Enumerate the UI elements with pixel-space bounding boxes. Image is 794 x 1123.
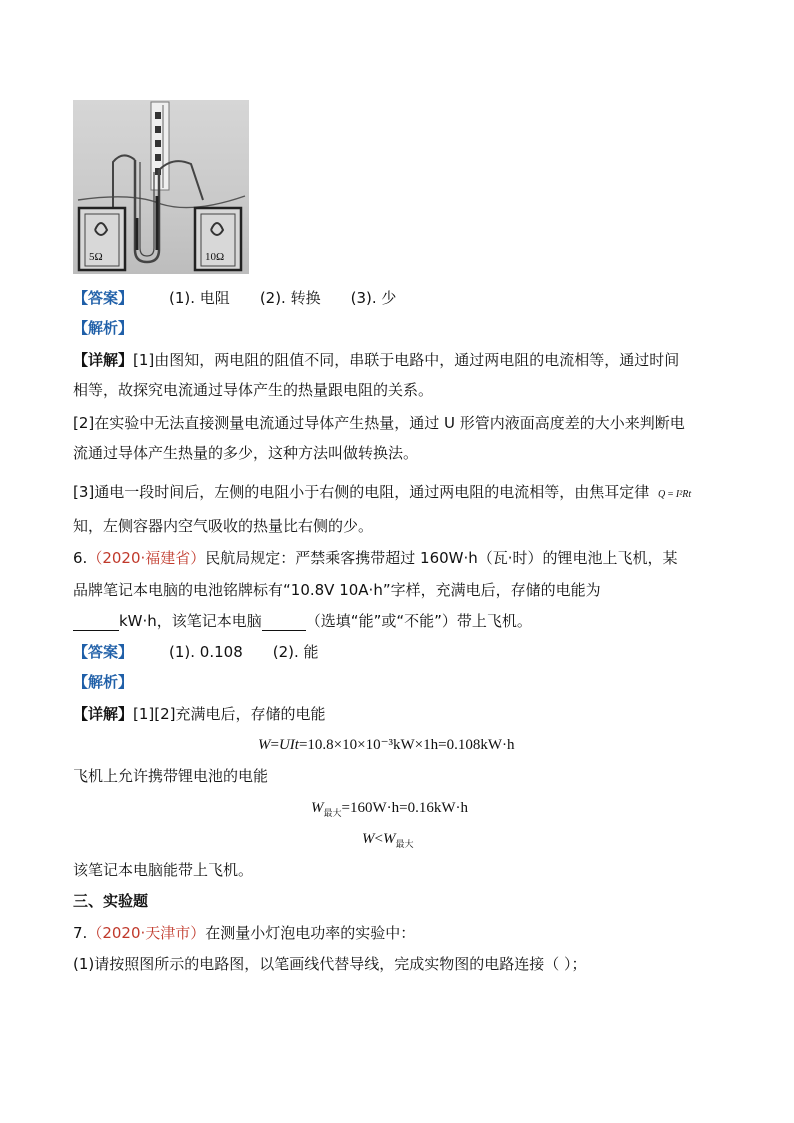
energy-formula: W=UIt=10.8×10×10⁻³kW×1h=0.108kW·h [258, 737, 515, 753]
q7-stem: 7.（2020·天津市）在测量小灯泡电功率的实验中： [73, 924, 416, 942]
comparison-formula: $W<W_{最大}$ [362, 831, 414, 850]
q6-stem-line-3: kW·h，该笔记本电脑 （选填“能”或“不能”）带上飞机。 [73, 611, 532, 631]
detail-tag: 【详解】 [73, 351, 134, 369]
q6-stem-line-2: 品牌笔记本电脑的电池铭牌标有“10.8V 10A·h”字样，充满电后，存储的电能为 [73, 581, 601, 599]
fill-blank-2 [262, 614, 306, 631]
u-tube-apparatus-illustration [73, 100, 249, 274]
q5-analysis-tag: 【解析】 [73, 319, 134, 337]
q6-analysis-tag: 【解析】 [73, 673, 134, 691]
experiment-photo [73, 100, 249, 274]
fill-blank-1 [73, 614, 119, 631]
q6-conclusion: 该笔记本电脑能带上飞机。 [73, 861, 254, 879]
answer-tag: 【答案】 [73, 289, 134, 307]
q7-part-1: (1)请按照图所示的电路图，以笔画线代替导线，完成实物图的电路连接（ ）； [73, 955, 587, 973]
q5-detail-p3a: [3]通电一段时间后，左侧的电阻小于右侧的电阻，通过两电阻的电流相等，由焦耳定律 Q = I²Rt [73, 483, 692, 501]
section-heading: 三、实验题 [73, 892, 149, 910]
answer-item-1: (1). 0.108 [169, 643, 243, 661]
max-energy-formula: $W_{最大}=160W\cdot h=0.16kW\cdot h$ [311, 800, 468, 819]
q5-detail-p1a: 【详解】[1]由图知，两电阻的阻值不同，串联于电路中，通过两电阻的电流相等，通过时间 [73, 351, 680, 369]
question-number: 7. [73, 924, 88, 942]
q6-stem-line-1: 6.（2020·福建省）民航局规定：严禁乘客携带超过 160W·h（瓦·时）的锂电池上飞机，某 [73, 549, 678, 567]
question-source: （2020·福建省） [87, 549, 206, 567]
answer-item-2: (2). 能 [272, 643, 319, 661]
answer-item-3: (3). 少 [350, 289, 397, 307]
question-source: （2020·天津市） [87, 924, 206, 942]
q6-answer-line [73, 642, 319, 662]
q6-detail-2: 飞机上允许携带锂电池的电能 [73, 767, 269, 785]
q5-detail-p1b: 相等，故探究电流通过导体产生的热量跟电阻的关系。 [73, 381, 434, 399]
left-resistor-label: 5Ω [89, 251, 103, 263]
q5-answer-line [73, 288, 396, 308]
detail-tag: 【详解】 [73, 705, 134, 723]
q6-detail-1: 【详解】[1][2]充满电后，存储的电能 [73, 705, 326, 723]
answer-item-2: (2). 转换 [259, 289, 321, 307]
q5-detail-p2a: [2]在实验中无法直接测量电流通过导体产生热量，通过 U 形管内液面高度差的大小来判断电 [73, 414, 685, 432]
question-number: 6. [73, 549, 88, 567]
joule-law-formula: Q = I²Rt [658, 489, 692, 500]
q5-detail-p2b: 流通过导体产生热量的多少，这种方法叫做转换法。 [73, 444, 419, 462]
answer-tag: 【答案】 [73, 643, 134, 661]
answer-item-1: (1). 电阻 [169, 289, 230, 307]
q5-detail-p3b: 知，左侧容器内空气吸收的热量比右侧的少。 [73, 517, 374, 535]
right-resistor-label: 10Ω [205, 251, 225, 263]
